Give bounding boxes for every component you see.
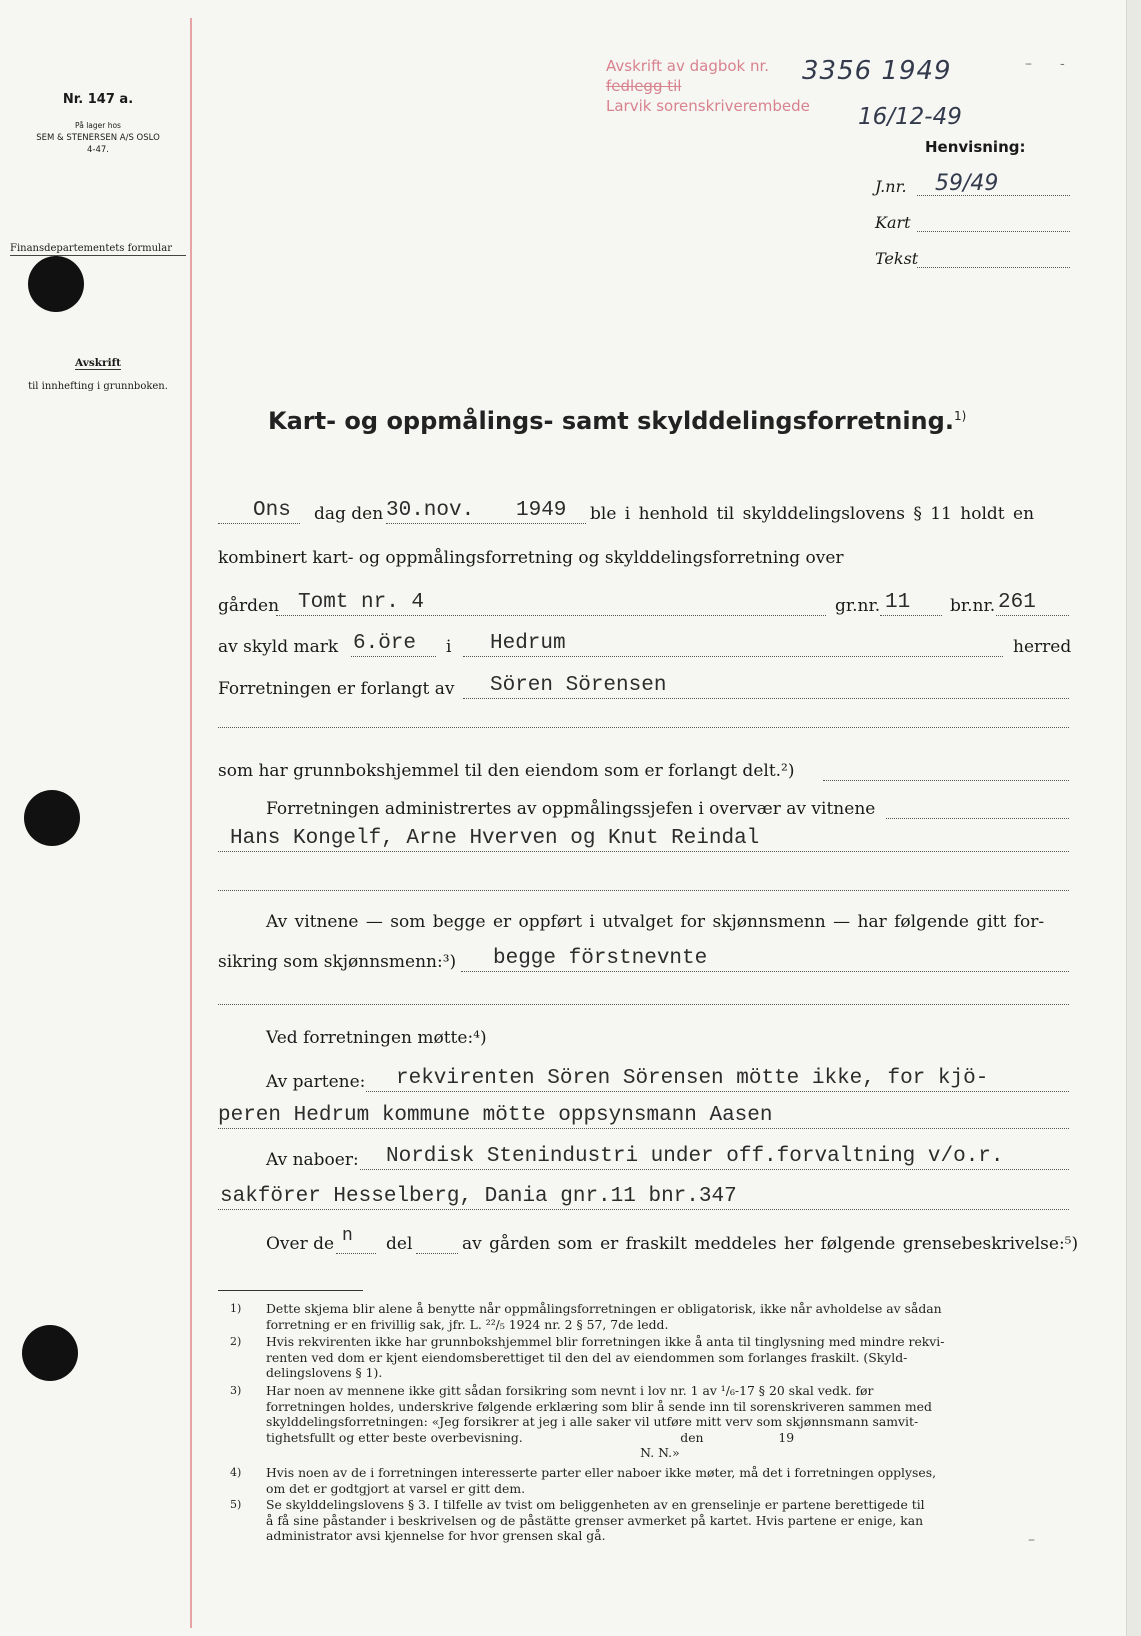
farm-value: Tomt nr. 4 xyxy=(298,591,425,614)
footnote-number: 4) xyxy=(230,1466,242,1479)
farm-row xyxy=(218,590,1069,622)
footnote-line: Hvis rekvirenten ikke har grunnbokshjemmel blir forretningen ikke å anta til tinglysning med mindre rekvi- xyxy=(266,1334,945,1349)
over-rest-text: av gården som er fraskilt meddeles her følgende grensebeskrivelse:⁵) xyxy=(462,1234,1079,1254)
dotted-line xyxy=(351,656,436,657)
stamp-line: Avskrift av xyxy=(606,57,685,75)
blank-dotted-line xyxy=(218,890,1069,891)
dotted-line xyxy=(886,818,1069,819)
footnote-number: 3) xyxy=(230,1384,242,1397)
requested-label: Forretningen er forlangt av xyxy=(218,679,455,699)
herred-label: herred xyxy=(1013,637,1072,657)
footnote-line: Se skylddelingslovens § 3. I tilfelle av tvist om beliggenheten av en grenselinje er partene berettigede til xyxy=(266,1497,925,1512)
footnote-line: forretningen holdes, underskrive følgende erklæring som blir å sende inn til sorenskriveren sammen med xyxy=(266,1398,932,1414)
printer-line: 4-47. xyxy=(87,145,109,155)
footnote-number: 2) xyxy=(230,1335,242,1348)
dotted-line xyxy=(218,1209,1069,1210)
footnote-line: skylddelingsforretningen: «Jeg forsikrer at jeg i alle saker vil utføre mitt verv som skjønnsmann samvit- xyxy=(266,1414,919,1429)
dotted-line xyxy=(463,698,1069,699)
footnote-line: N. N.» xyxy=(266,1445,680,1460)
footnote-line: renten ved dom er kjent eiendomsberettiget til den del av eiendommen som forlanges fraskilt. (Skyld- xyxy=(266,1349,908,1365)
copy-label xyxy=(10,357,186,369)
jnr-value: 59/49 xyxy=(935,171,999,196)
registry-stamp xyxy=(606,56,810,116)
stamp-dagbok: dagbok nr. xyxy=(689,57,770,75)
dotted-line xyxy=(218,851,1069,852)
margin-rule xyxy=(190,18,192,1628)
admin-text: Forretningen administrertes av oppmålingssjefen i overvær av vitnene xyxy=(266,799,876,819)
blank-dotted-line xyxy=(218,1004,1069,1005)
over-row xyxy=(218,1226,1079,1260)
dotted-line xyxy=(218,1128,1069,1129)
kart-label: Kart xyxy=(875,213,911,232)
tekst-row xyxy=(875,244,1070,272)
dotted-line xyxy=(416,1253,458,1254)
footnote-line: delingslovens § 1). xyxy=(266,1365,383,1380)
corner-mark: – xyxy=(1025,56,1032,72)
dotted-line xyxy=(336,1253,376,1254)
assurance-text: Av vitnene — som begge er oppført i utvalget for skjønnsmenn — har følgende gitt for- xyxy=(266,912,1045,932)
footnote-line: Har noen av mennene ikke gitt sådan forsikring som nevnt i lov nr. 1 av ¹/₆-17 § 20 skal vedk. før xyxy=(266,1383,874,1398)
hjemmel-text: som har grunnbokshjemmel til den eiendom som er forlangt delt.²) xyxy=(218,761,795,781)
neighbours-value-1: Nordisk Stenindustri under off.forvaltning v/o.r. xyxy=(386,1145,1004,1168)
intro-text-2: kombinert kart- og oppmålingsforretning og skylddelingsforretning over xyxy=(218,548,844,568)
dotted-line xyxy=(386,523,586,524)
dotted-line xyxy=(463,656,1003,657)
admin-row xyxy=(218,793,1069,825)
hjemmel-row xyxy=(218,755,1069,787)
footnote-line: å få sine påstander i beskrivelsen og de påstätte grenser avmerket på kartet. Hvis partene er enige, kan xyxy=(266,1512,924,1528)
dotted-line xyxy=(366,1091,1069,1092)
attended-row xyxy=(218,1022,1069,1054)
day-label: dag den xyxy=(314,504,384,524)
jnr-label: J.nr. xyxy=(875,177,907,196)
ministry-form-label: Finansdepartementets formular xyxy=(10,243,186,256)
parties-label: Av partene: xyxy=(266,1072,366,1092)
corner-mark: - xyxy=(1060,56,1065,72)
tekst-label: Tekst xyxy=(875,249,919,268)
reference-heading: Henvisning: xyxy=(925,138,1026,156)
parties-row-2 xyxy=(218,1103,1069,1135)
stamp-line-struck: fedlegg til xyxy=(606,77,682,95)
dotted-line xyxy=(880,615,942,616)
dotted-line xyxy=(461,971,1069,972)
footnote-line: om det er godtgjort at varsel er gitt dem. xyxy=(266,1480,526,1496)
footnote xyxy=(230,1465,1071,1496)
punch-hole xyxy=(24,790,80,846)
punch-hole xyxy=(22,1325,78,1381)
i-label: i xyxy=(446,637,452,657)
dotted-line xyxy=(276,615,826,616)
jnr-row xyxy=(875,172,1070,200)
day-value: Ons xyxy=(253,499,291,522)
footnote xyxy=(230,1497,1071,1544)
parties-value-1: rekvirenten Sören Sörensen mötte ikke, for kjö- xyxy=(396,1067,989,1090)
over-label: Over de xyxy=(266,1234,335,1254)
dotted-line xyxy=(996,615,1069,616)
blank-dotted-line xyxy=(218,727,1069,728)
copy-label-text: Avskrift xyxy=(75,357,121,369)
assurance-row-2 xyxy=(218,946,1069,978)
brnr-value: 261 xyxy=(998,591,1036,614)
handwritten-dagbok-number: 3356 1949 xyxy=(802,56,952,86)
date-row xyxy=(218,498,1069,530)
kart-row xyxy=(875,208,1070,236)
dotted-line xyxy=(917,231,1070,232)
footnote-separator xyxy=(218,1290,363,1291)
requested-value: Sören Sörensen xyxy=(490,674,667,697)
footnote-number: 5) xyxy=(230,1498,242,1511)
grnr-label: gr.nr. xyxy=(835,596,881,616)
witnesses-row xyxy=(218,826,1069,858)
dotted-line xyxy=(917,267,1070,268)
assurance-label: sikring som skjønnsmenn:³) xyxy=(218,952,457,972)
footnote-number: 1) xyxy=(230,1302,242,1315)
neighbours-row-2 xyxy=(218,1184,1069,1216)
dotted-line xyxy=(218,523,300,524)
footnote xyxy=(230,1301,1071,1332)
intro-line-2 xyxy=(218,542,1069,574)
punch-hole xyxy=(28,256,84,312)
over-value: n xyxy=(342,1226,353,1246)
witnesses-value: Hans Kongelf, Arne Hverven og Knut Reindal xyxy=(230,827,760,850)
neighbours-label: Av naboer: xyxy=(266,1150,359,1170)
skyld-value: 6.öre xyxy=(353,632,417,655)
date-value: 30.nov. xyxy=(386,499,475,522)
neighbours-row-1 xyxy=(218,1144,1069,1176)
footnote xyxy=(230,1383,1071,1461)
grnr-value: 11 xyxy=(885,591,911,614)
corner-mark: – xyxy=(1028,1532,1035,1548)
title-footnote-ref: 1) xyxy=(953,409,967,423)
requested-row xyxy=(218,673,1069,705)
brnr-label: br.nr. xyxy=(950,596,996,616)
printer-line: På lager hos xyxy=(75,121,121,130)
footnote-line: Dette skjema blir alene å benytte når oppmålingsforretningen er obligatorisk, ikke når avholdelse av sådan xyxy=(266,1301,942,1316)
assurance-value: begge förstnevnte xyxy=(493,947,708,970)
parties-value-2: peren Hedrum kommune mötte oppsynsmann Aasen xyxy=(218,1104,773,1127)
skyld-label: av skyld mark xyxy=(218,637,339,657)
attended-label: Ved forretningen møtte:⁴) xyxy=(266,1028,487,1048)
printer-imprint xyxy=(10,120,186,156)
skyld-row xyxy=(218,631,1072,663)
document-title xyxy=(268,407,966,435)
footnote-line: tighetsfullt og etter beste overbevisning. den 19 xyxy=(266,1429,795,1445)
del-label: del xyxy=(386,1234,413,1254)
handwritten-stamp-date: 16/12-49 xyxy=(858,104,962,130)
dotted-line xyxy=(823,780,1069,781)
farm-label: gården xyxy=(218,596,280,616)
copy-purpose: til innhefting i grunnboken. xyxy=(28,381,168,392)
year-value: 1949 xyxy=(516,499,567,522)
neighbours-value-2: sakförer Hesselberg, Dania gnr.11 bnr.347 xyxy=(220,1185,737,1208)
printer-line: SEM & STENERSEN A/S OSLO xyxy=(36,133,160,143)
assurance-row-1 xyxy=(218,906,1069,938)
footnote-line: forretning er en frivillig sak, jfr. L. ²²/₅ 1924 nr. 2 § 57, 7de ledd. xyxy=(266,1316,669,1332)
parties-row-1 xyxy=(218,1066,1069,1098)
intro-text: ble i henhold til skylddelingslovens § 11 holdt en xyxy=(590,504,1035,524)
stamp-office: Larvik sorenskriverembede xyxy=(606,97,810,115)
footnote-line: administrator avsi kjennelse for hvor grensen skal gå. xyxy=(266,1528,606,1543)
footnote xyxy=(230,1334,1071,1381)
herred-value: Hedrum xyxy=(490,632,566,655)
footnote-line: Hvis noen av de i forretningen interesserte parter eller naboer ikke møter, må det i forretningen opplyses, xyxy=(266,1465,937,1480)
dotted-line xyxy=(360,1169,1069,1170)
title-text: Kart- og oppmålings- samt skylddelingsforretning. xyxy=(268,407,954,435)
form-number: Nr. 147 a. xyxy=(62,92,134,107)
